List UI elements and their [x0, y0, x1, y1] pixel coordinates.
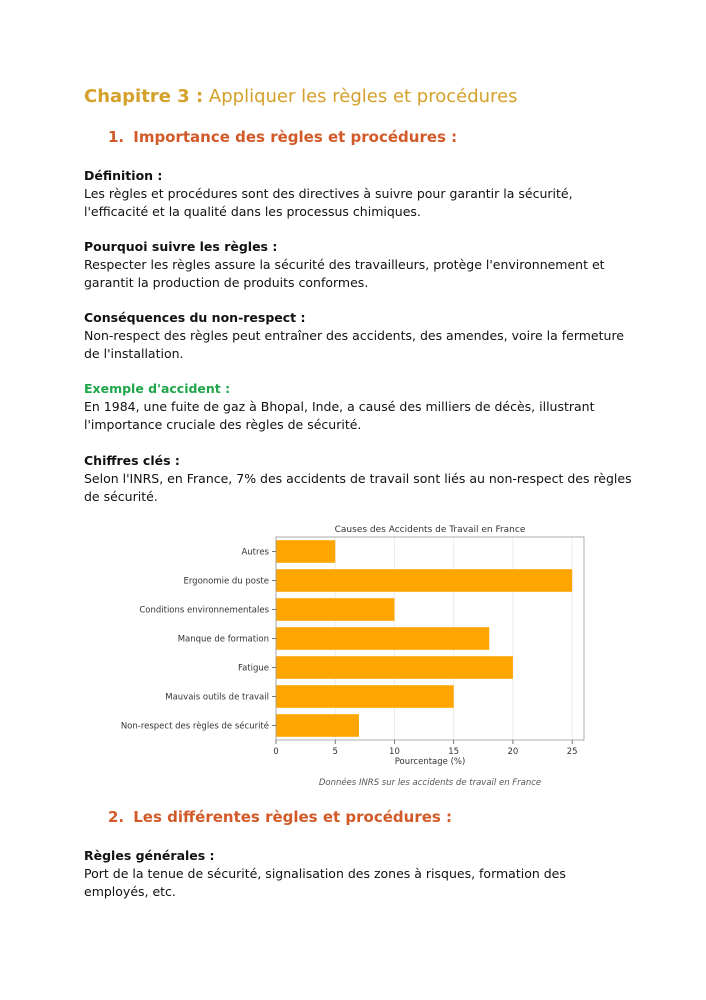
key-figures-block — [84, 452, 634, 506]
bar — [276, 569, 572, 592]
bar — [276, 656, 513, 679]
example-block — [84, 380, 634, 434]
bar — [276, 714, 359, 737]
definition-heading: Définition : — [84, 168, 163, 183]
category-label: Autres — [241, 547, 269, 558]
category-label: Mauvais outils de travail — [165, 692, 269, 703]
section-2-heading — [108, 808, 452, 826]
chapter-title: Appliquer les règles et procédures — [208, 86, 518, 107]
definition-block — [84, 167, 634, 221]
section-1-title: Importance des règles et procédures : — [133, 128, 458, 146]
key-figures-text: Selon l'INRS, en France, 7% des accidents de travail sont liés au non-respect des règles de sécurité. — [84, 471, 632, 504]
section-2-title: Les différentes règles et procédures : — [133, 808, 453, 826]
category-label: Ergonomie du poste — [183, 576, 269, 587]
x-tick-label: 20 — [507, 747, 519, 757]
chart-x-axis-label: Pourcentage (%) — [394, 757, 466, 767]
why-follow-heading: Pourquoi suivre les règles : — [84, 239, 278, 254]
general-rules-heading: Règles générales : — [84, 848, 215, 863]
section-1-heading — [108, 128, 457, 146]
category-label: Conditions environnementales — [139, 605, 269, 616]
category-label: Manque de formation — [177, 634, 269, 645]
consequences-text: Non-respect des règles peut entraîner des accidents, des amendes, voire la fermeture de l'installation. — [84, 328, 625, 361]
x-tick-label: 10 — [389, 747, 400, 757]
category-label: Non-respect des règles de sécurité — [120, 721, 269, 732]
chart-caption: Données INRS sur les accidents de travail en France — [318, 778, 542, 788]
section-2-number: 2. — [108, 808, 125, 826]
general-rules-text: Port de la tenue de sécurité, signalisation des zones à risques, formation des employés, etc. — [84, 866, 566, 899]
chart-background — [104, 515, 604, 795]
x-tick-label: 15 — [448, 747, 460, 757]
why-follow-text: Respecter les règles assure la sécurité des travailleurs, protège l'environnement et garantit la production de produits conformes. — [84, 257, 605, 290]
x-tick-label: 5 — [332, 747, 338, 757]
general-rules-block — [84, 847, 634, 901]
key-figures-heading: Chiffres clés : — [84, 453, 180, 468]
definition-text: Les règles et procédures sont des directives à suivre pour garantir la sécurité, l'efficacité et la qualité dans les processus chimiques. — [84, 186, 573, 219]
x-tick-label: 0 — [273, 747, 279, 757]
x-tick-label: 25 — [566, 747, 578, 757]
bar — [276, 685, 454, 708]
section-1-number: 1. — [108, 128, 125, 146]
example-text: En 1984, une fuite de gaz à Bhopal, Inde, a causé des milliers de décès, illustrant l'importance cruciale des règles de sécurité. — [84, 399, 595, 432]
accident-causes-chart — [104, 515, 604, 795]
why-follow-block — [84, 238, 634, 292]
chapter-label: Chapitre 3 : — [84, 86, 204, 107]
chart-title: Causes des Accidents de Travail en France — [334, 525, 526, 535]
bar — [276, 540, 335, 563]
consequences-heading: Conséquences du non-respect : — [84, 310, 306, 325]
bar — [276, 627, 489, 650]
chapter-heading — [84, 86, 518, 107]
consequences-block — [84, 309, 634, 363]
example-heading: Exemple d'accident : — [84, 381, 231, 396]
bar — [276, 598, 394, 621]
category-label: Fatigue — [237, 663, 269, 674]
